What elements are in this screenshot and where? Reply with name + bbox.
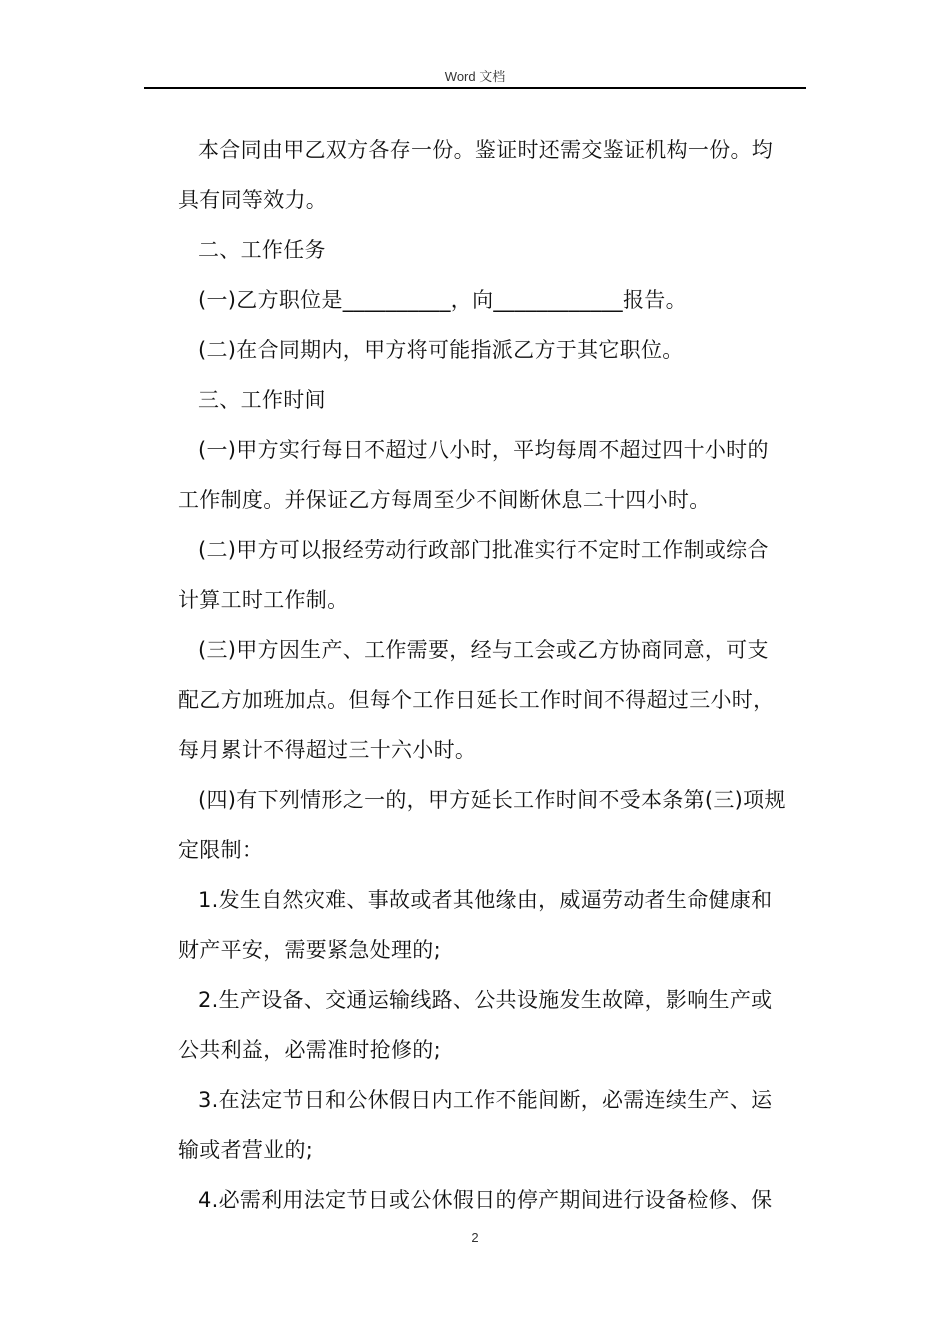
body-line: (一)乙方职位是__________，向____________报告。: [198, 288, 687, 312]
body-line: 配乙方加班加点。但每个工作日延长工作时间不得超过三小时，: [178, 688, 775, 712]
body-line: 输或者营业的;: [178, 1138, 314, 1162]
page-header-title: Word 文档: [444, 69, 506, 84]
body-line: 本合同由甲乙双方各存一份。鉴证时还需交鉴证机构一份。均: [198, 138, 774, 162]
section-heading: 二、工作任务: [198, 238, 326, 262]
body-line: 每月累计不得超过三十六小时。: [178, 738, 477, 762]
list-item: 3.在法定节日和公休假日内工作不能间断，必需连续生产、运: [198, 1088, 773, 1112]
body-line: 公共利益，必需准时抢修的;: [178, 1038, 441, 1062]
section-heading: 三、工作时间: [198, 388, 326, 412]
body-line: 具有同等效力。: [178, 188, 328, 212]
body-line: (二)甲方可以报经劳动行政部门批准实行不定时工作制或综合: [198, 538, 769, 562]
body-line: (四)有下列情形之一的，甲方延长工作时间不受本条第(三)项规: [198, 788, 786, 812]
list-item: 4.必需利用法定节日或公休假日的停产期间进行设备检修、保: [198, 1188, 773, 1212]
body-line: 工作制度。并保证乙方每周至少不间断休息二十四小时。: [178, 488, 711, 512]
body-line: 定限制：: [178, 838, 264, 862]
body-line: (二)在合同期内，甲方将可能指派乙方于其它职位。: [198, 338, 684, 362]
header-divider: [144, 87, 806, 89]
body-line: 财产平安，需要紧急处理的;: [178, 938, 441, 962]
page-number: 2: [471, 1230, 479, 1245]
document-body: [178, 125, 808, 1225]
list-item: 2.生产设备、交通运输线路、公共设施发生故障，影响生产或: [198, 988, 773, 1012]
body-line: 计算工时工作制。: [178, 588, 349, 612]
list-item: 1.发生自然灾难、事故或者其他缘由，威逼劳动者生命健康和: [198, 888, 773, 912]
body-line: (一)甲方实行每日不超过八小时，平均每周不超过四十小时的: [198, 438, 769, 462]
body-line: (三)甲方因生产、工作需要，经与工会或乙方协商同意，可支: [198, 638, 769, 662]
